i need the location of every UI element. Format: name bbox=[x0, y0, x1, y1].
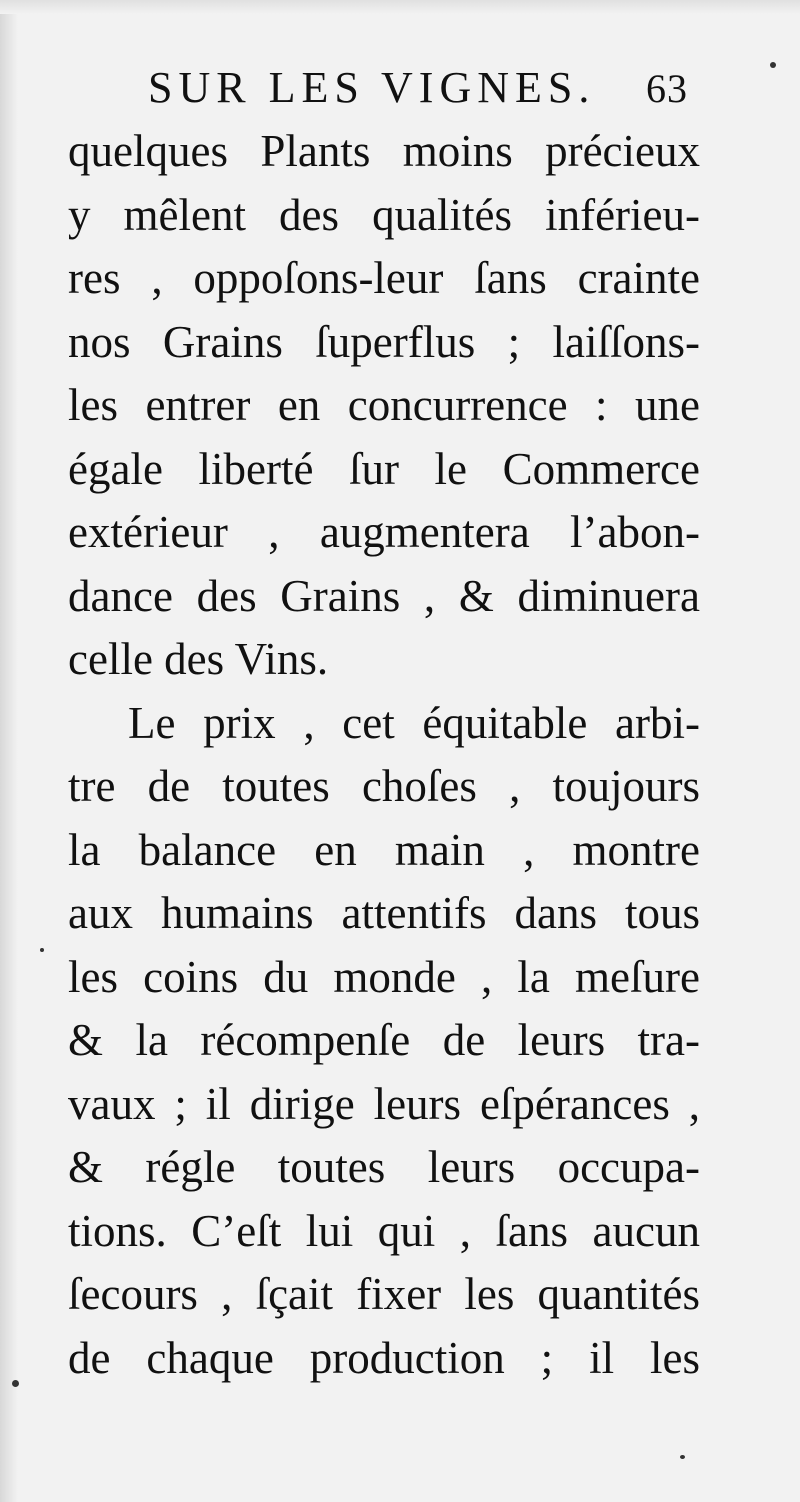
text-line: y mêlent des qualités inférieu- bbox=[68, 189, 700, 240]
text-line: dance des Grains , & diminuera bbox=[68, 570, 700, 621]
text-line: les entrer en concurrence : une bbox=[68, 380, 700, 430]
text-line: & régle toutes leurs occupa- bbox=[68, 1142, 700, 1192]
text-line: les coins du monde , la meſure bbox=[68, 951, 700, 1002]
text-line: nos Grains ſuperflus ; laiſſons- bbox=[68, 316, 700, 367]
text-line: de chaque production ; il les bbox=[68, 1332, 700, 1383]
text-line: la balance en main , montre bbox=[68, 824, 700, 875]
text-line: quelques Plants moins précieux bbox=[68, 126, 700, 176]
text-line: tions. C’eſt lui qui , ſans aucun bbox=[68, 1205, 700, 1256]
text-line: extérieur , augmentera l’abon- bbox=[68, 507, 700, 557]
text-line: ſecours , ſçait fixer les quantités bbox=[68, 1269, 700, 1319]
page-top-shadow bbox=[0, 0, 800, 14]
ink-speck bbox=[680, 1455, 685, 1459]
ink-speck bbox=[12, 1380, 19, 1387]
text-line: aux humains attentifs dans tous bbox=[68, 888, 700, 938]
text-line: égale liberté ſur le Commerce bbox=[68, 443, 700, 494]
text-line: res , oppoſons-leur ſans crainte bbox=[68, 253, 700, 303]
text-line: & la récompenſe de leurs tra- bbox=[68, 1015, 700, 1065]
text-line: tre de toutes choſes , toujours bbox=[68, 761, 700, 811]
page-edge-shadow bbox=[0, 0, 18, 1502]
text-line: vaux ; il dirige leurs eſpérances , bbox=[68, 1078, 700, 1129]
text-line: celle des Vins. bbox=[68, 634, 329, 684]
running-head-title: SUR LES VIGNES. bbox=[148, 63, 596, 112]
ink-speck bbox=[40, 948, 44, 952]
running-head bbox=[148, 62, 688, 122]
page-number: 63 bbox=[646, 66, 688, 111]
body-text bbox=[68, 120, 700, 1390]
ink-speck bbox=[770, 62, 776, 68]
text-line: Le prix , cet équitable arbi- bbox=[128, 697, 700, 748]
